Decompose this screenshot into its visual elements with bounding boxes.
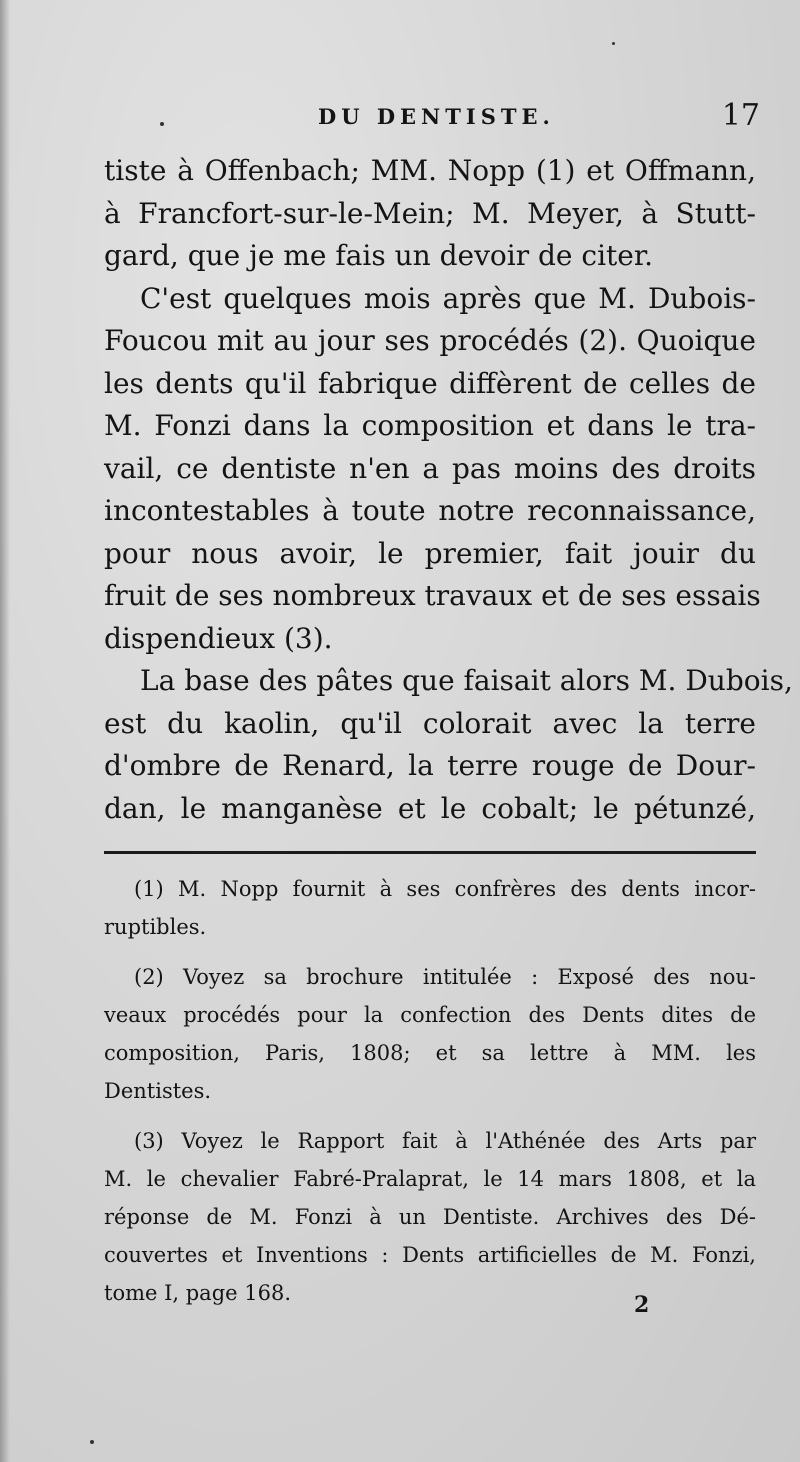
body-line: les dents qu'il fabrique diffèrent de celles de <box>104 366 756 400</box>
footnote-gap <box>104 946 756 958</box>
footnote-line: (1) M. Nopp fournit à ses confrères des dents incor- <box>134 877 756 901</box>
footnote-line: (3) Voyez le Rapport fait à l'Athénée des Arts par <box>134 1129 756 1153</box>
footnote-line: veaux procédés pour la confection des Dents dites de <box>104 1003 756 1027</box>
signature-mark: 2 <box>634 1292 650 1318</box>
body-line: M. Fonzi dans la composition et dans le tra- <box>104 409 756 442</box>
footnote-line: composition, Paris, 1808; et sa lettre à MM. les <box>104 1041 756 1065</box>
footnote-line: Dentistes. <box>104 1079 212 1103</box>
body-line: est du kaolin, qu'il colorait avec la terre <box>104 706 756 740</box>
body-line: tiste à Offenbach; MM. Nopp (1) et Offmann, <box>104 154 756 187</box>
running-head: DU DENTISTE. <box>318 104 555 129</box>
footnote-line: couvertes et Inventions : Dents artificielles de M. Fonzi, <box>104 1243 756 1267</box>
body-line: vail, ce dentiste n'en a pas moins des droits <box>104 451 756 485</box>
body-line: dan, le manganèse et le cobalt; le pétunzé, <box>104 791 756 825</box>
footnote-rule <box>104 851 756 854</box>
body-line: La base des pâtes que faisait alors M. Dubois, <box>140 664 793 697</box>
footnote-line: ruptibles. <box>104 915 207 939</box>
body-line: d'ombre de Renard, la terre rouge de Dour- <box>104 749 756 782</box>
footnote-line: M. le chevalier Fabré-Pralaprat, le 14 mars 1808, et la <box>104 1167 756 1191</box>
body-line: gard, que je me fais un devoir de citer. <box>104 239 654 272</box>
paper-speck <box>160 122 164 126</box>
page-header <box>100 98 760 138</box>
footnote-line: réponse de M. Fonzi à un Dentiste. Archives des Dé- <box>104 1205 756 1229</box>
footnotes <box>104 870 756 1312</box>
body-line: Foucou mit au jour ses procédés (2). Quoique <box>104 324 756 357</box>
body-line: incontestables à toute notre reconnaissance, <box>104 494 756 527</box>
footnote-gap <box>104 1110 756 1122</box>
body-line: à Francfort-sur-le-Mein; M. Meyer, à Stutt- <box>104 196 756 230</box>
body-line: C'est quelques mois après que M. Dubois- <box>140 281 756 315</box>
footnote-line: (2) Voyez sa brochure intitulée : Exposé des nou- <box>134 965 756 989</box>
page-edge-shadow <box>0 0 10 1462</box>
paper-speck <box>612 42 615 45</box>
footnote-line: tome I, page 168. <box>104 1281 292 1305</box>
body-line: fruit de ses nombreux travaux et de ses essais <box>104 579 761 612</box>
footnote-1 <box>104 870 756 946</box>
body-line: pour nous avoir, le premier, fait jouir du <box>104 536 756 570</box>
footnote-2 <box>104 958 756 1110</box>
body-line: dispendieux (3). <box>104 621 333 655</box>
page-number: 17 <box>721 98 760 133</box>
paper-speck <box>90 1440 94 1444</box>
footnote-3 <box>104 1122 756 1312</box>
body-text <box>104 150 793 830</box>
